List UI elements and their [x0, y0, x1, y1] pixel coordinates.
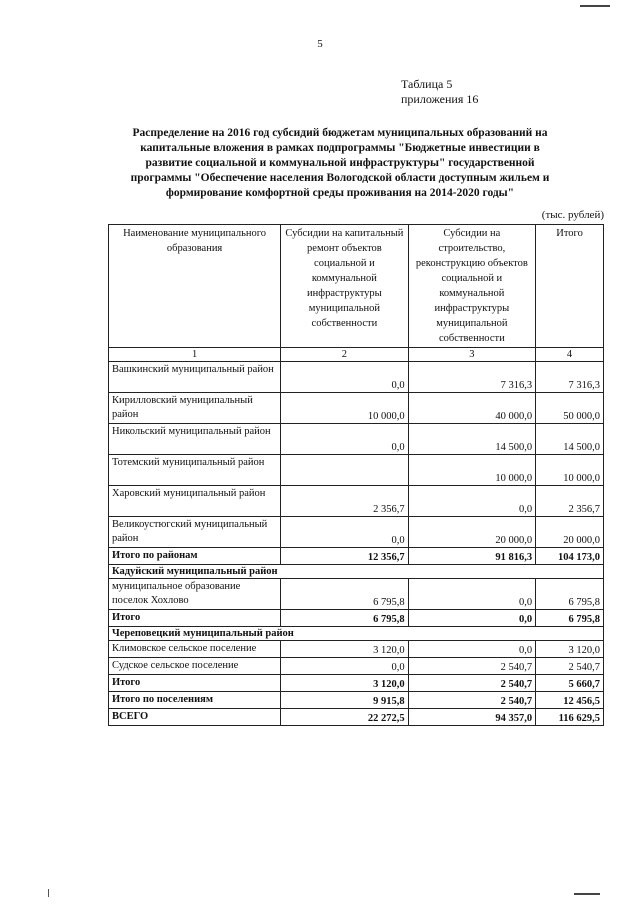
page-number: 5 — [317, 38, 323, 50]
row-construction: 0,0 — [408, 579, 535, 610]
table-row — [109, 424, 604, 455]
column-number: 3 — [408, 348, 535, 362]
row-total: 3 120,0 — [536, 641, 604, 658]
row-name: Итого по районам — [109, 548, 281, 565]
row-name: Климовское сельское поселение — [109, 641, 281, 658]
scan-mark-top — [580, 2, 610, 7]
row-total: 2 540,7 — [536, 658, 604, 675]
row-capital-repair: 12 356,7 — [281, 548, 408, 565]
row-capital-repair: 2 356,7 — [281, 486, 408, 517]
row-name: Итого — [109, 675, 281, 692]
row-construction: 2 540,7 — [408, 658, 535, 675]
table-row — [109, 455, 604, 486]
row-total: 5 660,7 — [536, 675, 604, 692]
row-capital-repair: 0,0 — [281, 362, 408, 393]
row-total: 6 795,8 — [536, 610, 604, 627]
subtotal-row — [109, 692, 604, 709]
row-capital-repair: 3 120,0 — [281, 675, 408, 692]
row-name: Судское сельское поселение — [109, 658, 281, 675]
row-construction: 7 316,3 — [408, 362, 535, 393]
table-row — [109, 658, 604, 675]
header-capital-repair: Субсидии на капитальный ремонт объектов социальной и коммунальной инфраструктуры муниципальной собственности — [281, 225, 408, 348]
row-capital-repair: 0,0 — [281, 517, 408, 548]
column-number: 1 — [109, 348, 281, 362]
row-total: 10 000,0 — [536, 455, 604, 486]
document-title: Распределение на 2016 год субсидий бюджетам муниципальных образований на капитальные вложения в рамках подпрограммы "Бюджетные инвестиции в развитие социальной и коммунальной инфраструктуры" государственной программы "Обеспечение населения Вологодской области доступным жильем и формирование комфортной среды проживания на 2014-2020 годы" — [130, 127, 550, 199]
row-name: Харовский муниципальный район — [109, 486, 281, 517]
header-total: Итого — [536, 225, 604, 348]
row-capital-repair: 0,0 — [281, 424, 408, 455]
row-name: Итого — [109, 610, 281, 627]
table-row — [109, 517, 604, 548]
row-construction: 91 816,3 — [408, 548, 535, 565]
row-capital-repair: 6 795,8 — [281, 579, 408, 610]
row-construction: 0,0 — [408, 641, 535, 658]
grand-total-row — [109, 709, 604, 726]
row-capital-repair: 6 795,8 — [281, 610, 408, 627]
table-row — [109, 641, 604, 658]
row-name: Тотемский муниципальный район — [109, 455, 281, 486]
row-name: Кирилловский муниципальный район — [109, 393, 281, 424]
row-total: 50 000,0 — [536, 393, 604, 424]
table-reference-line1: Таблица 5 — [401, 77, 453, 91]
row-capital-repair: 10 000,0 — [281, 393, 408, 424]
scan-mark-left — [48, 889, 49, 897]
subtotal-row — [109, 675, 604, 692]
group-header-row — [109, 627, 604, 641]
row-total: 20 000,0 — [536, 517, 604, 548]
row-total: 116 629,5 — [536, 709, 604, 726]
row-capital-repair — [281, 455, 408, 486]
row-capital-repair: 9 915,8 — [281, 692, 408, 709]
row-name: ВСЕГО — [109, 709, 281, 726]
subtotal-row — [109, 548, 604, 565]
group-header-row — [109, 565, 604, 579]
row-construction: 2 540,7 — [408, 675, 535, 692]
table-reference-line2: приложения 16 — [401, 92, 479, 106]
row-construction: 0,0 — [408, 486, 535, 517]
row-total: 12 456,5 — [536, 692, 604, 709]
header-construction: Субсидии на строительство, реконструкцию объектов социальной и коммунальной инфраструктуры муниципальной собственности — [408, 225, 535, 348]
row-total: 2 356,7 — [536, 486, 604, 517]
row-construction: 10 000,0 — [408, 455, 535, 486]
units-label: (тыс. рублей) — [541, 209, 604, 221]
column-number-row — [109, 348, 604, 362]
row-construction: 94 357,0 — [408, 709, 535, 726]
row-total: 7 316,3 — [536, 362, 604, 393]
header-municipality: Наименование муниципального образования — [109, 225, 281, 348]
row-construction: 2 540,7 — [408, 692, 535, 709]
row-construction: 14 500,0 — [408, 424, 535, 455]
group-name: Кадуйский муниципальный район — [109, 565, 604, 579]
subtotal-row — [109, 610, 604, 627]
table-row — [109, 486, 604, 517]
row-name: Итого по поселениям — [109, 692, 281, 709]
table-header-row — [109, 225, 604, 348]
scan-mark-bottom — [574, 890, 600, 895]
row-construction: 40 000,0 — [408, 393, 535, 424]
column-number: 4 — [536, 348, 604, 362]
row-total: 6 795,8 — [536, 579, 604, 610]
row-name: Никольский муниципальный район — [109, 424, 281, 455]
group-name: Череповецкий муниципальный район — [109, 627, 604, 641]
table-reference — [401, 77, 478, 107]
row-construction: 20 000,0 — [408, 517, 535, 548]
row-capital-repair: 0,0 — [281, 658, 408, 675]
row-name: Великоустюгский муниципальный район — [109, 517, 281, 548]
table-row — [109, 393, 604, 424]
row-capital-repair: 3 120,0 — [281, 641, 408, 658]
column-number: 2 — [281, 348, 408, 362]
row-total: 14 500,0 — [536, 424, 604, 455]
row-name: Вашкинский муниципальный район — [109, 362, 281, 393]
table-row — [109, 362, 604, 393]
table-row — [109, 579, 604, 610]
row-total: 104 173,0 — [536, 548, 604, 565]
row-construction: 0,0 — [408, 610, 535, 627]
row-capital-repair: 22 272,5 — [281, 709, 408, 726]
subsidy-table — [108, 224, 604, 726]
row-name: муниципальное образование поселок Хохлово — [109, 579, 281, 610]
